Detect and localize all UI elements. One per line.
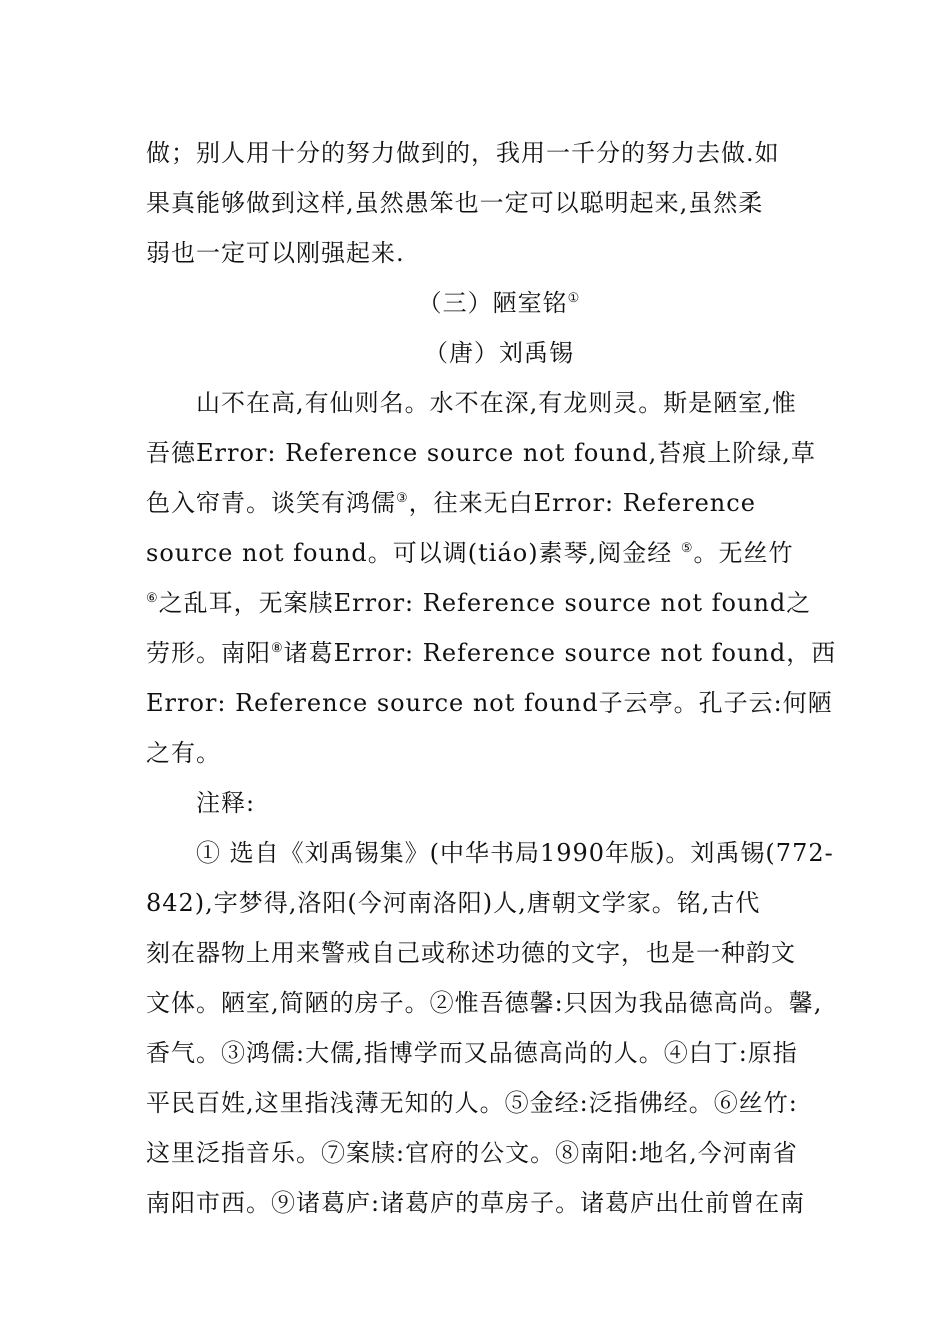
text-line xyxy=(146,228,816,278)
footnote-marker: ③ xyxy=(396,491,409,506)
line-text: 吾德Error: Reference source not found,苔痕上阶绿,草 xyxy=(146,439,816,467)
footnote-marker: ① xyxy=(567,291,581,306)
line-text: 果真能够做到这样,虽然愚笨也一定可以聪明起来,虽然柔 xyxy=(146,189,764,217)
text-line xyxy=(146,528,816,578)
note-line xyxy=(146,978,823,1028)
line-text: 之有。 xyxy=(146,739,221,767)
document-page xyxy=(146,128,837,1228)
poem-author xyxy=(146,328,816,378)
line-text-after: 之乱耳，无案牍Error: Reference source not found之 xyxy=(158,589,812,617)
note-line xyxy=(146,1128,816,1178)
notes-heading xyxy=(146,778,816,828)
text-line xyxy=(146,478,816,528)
notes-heading-text: 注释: xyxy=(196,789,256,817)
poem-author-text: （唐）刘禹锡 xyxy=(424,339,574,367)
note-line xyxy=(146,1078,816,1128)
line-text: Error: Reference source not found子云亭。孔子云:何陋 xyxy=(146,689,833,717)
line-text: 弱也一定可以刚强起来. xyxy=(146,239,405,267)
footnote-marker: ⑤ xyxy=(680,541,694,556)
text-line xyxy=(146,428,816,478)
text-line xyxy=(146,128,816,178)
line-text: 山不在高,有仙则名。水不在深,有龙则灵。斯是陋室,惟 xyxy=(196,389,797,417)
line-text-after: 诸葛Error: Reference source not found，西 xyxy=(283,639,837,667)
note-line xyxy=(146,878,816,928)
footnote-marker: ⑧ xyxy=(271,641,284,656)
note-line xyxy=(146,1178,816,1228)
line-text: 做；别人用十分的努力做到的，我用一千分的努力去做.如 xyxy=(146,139,780,167)
line-text: 文体。陋室,简陋的房子。②惟吾德馨:只因为我品德高尚。馨, xyxy=(146,989,823,1017)
line-text: 香气。③鸿儒:大儒,指博学而又品德高尚的人。④白丁:原指 xyxy=(146,1039,798,1067)
note-line xyxy=(146,928,816,978)
text-line xyxy=(146,578,816,628)
text-line xyxy=(146,178,816,228)
line-text: 色入帘青。谈笑有鸿儒 xyxy=(146,489,396,517)
line-text-after: ，往来无白Error: Reference xyxy=(408,489,756,517)
text-line xyxy=(146,378,816,428)
line-text: 南阳市西。⑨诸葛庐:诸葛庐的草房子。诸葛庐出仕前曾在南 xyxy=(146,1189,806,1217)
text-line xyxy=(146,678,833,728)
note-line xyxy=(146,828,834,878)
line-text: 刻在器物上用来警戒自己或称述功德的文字，也是一种韵文 xyxy=(146,939,796,967)
poem-title xyxy=(146,278,816,328)
note-line xyxy=(146,1028,816,1078)
line-text: 平民百姓,这里指浅薄无知的人。⑤金经:泛指佛经。⑥丝竹: xyxy=(146,1089,798,1117)
line-text: 842),字梦得,洛阳(今河南洛阳)人,唐朝文学家。铭,古代 xyxy=(146,889,761,917)
line-text: ① 选自《刘禹锡集》(中华书局1990年版)。刘禹锡(772- xyxy=(196,839,834,867)
poem-title-text: （三）陋室铭 xyxy=(417,289,568,317)
text-line xyxy=(146,628,837,678)
line-text: source not found。可以调(tiáo)素琴,阅金经 xyxy=(146,539,681,567)
footnote-marker: ⑥ xyxy=(146,591,159,606)
line-text: 劳形。南阳 xyxy=(146,639,271,667)
text-line xyxy=(146,728,816,778)
line-text: 这里泛指音乐。⑦案牍:官府的公文。⑧南阳:地名,今河南省 xyxy=(146,1139,798,1167)
line-text-after: 。无丝竹 xyxy=(693,539,794,567)
